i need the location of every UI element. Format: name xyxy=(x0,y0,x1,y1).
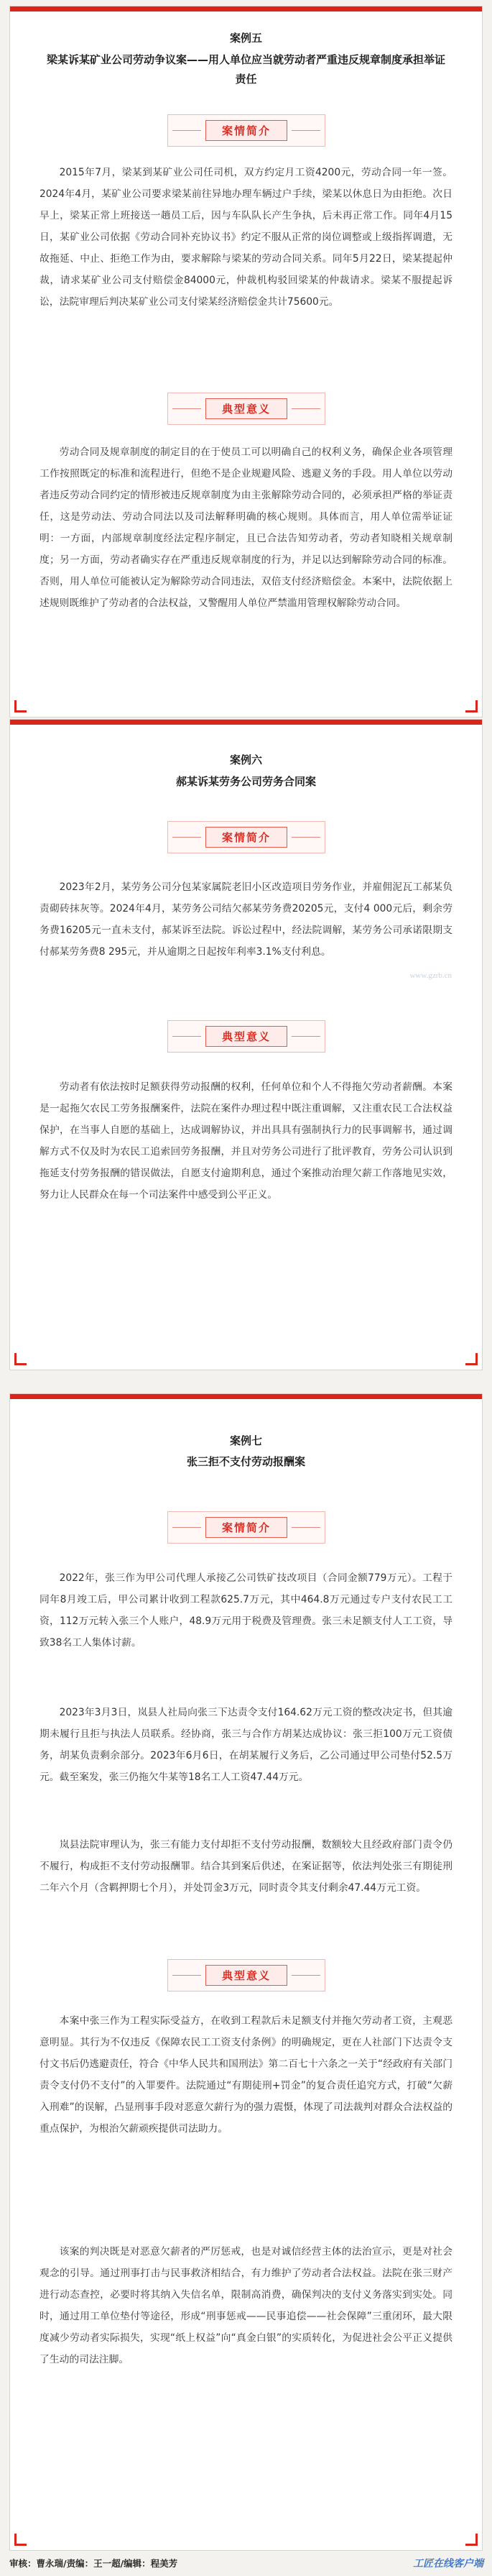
label-decor-line xyxy=(292,130,320,131)
section-label-case-summary xyxy=(167,1511,325,1544)
card-top-bar xyxy=(10,6,482,12)
corner-decoration xyxy=(14,700,27,712)
case-title: 郝某诉某劳务公司劳务合同案 xyxy=(175,775,316,788)
case-paragraph: 劳动者有依法按时足额获得劳动报酬的权利，任何单位和个人不得拖欠劳动者薪酬。本案是一起拖欠农民工劳务报酬案件，法院在案件办理过程中既注重调解，又注重农民工合法权益保护，在当事人自愿的基础上，达成调解协议，并出具具有强制执行力的民事调解书，通过调解方式不仅及时为农民工追索回劳务报酬，并且对劳务公司进行了批评教育，劳务公司认识到拖延支付劳务报酬的错误做法，自愿支付逾期利息，通过个案推动治理欠薪工作落地见实效，努力让人民群众在每一个司法案件中感受到公平正义。 xyxy=(40,1081,452,1201)
corner-decoration xyxy=(465,700,478,712)
section-label-significance xyxy=(167,1959,325,1991)
section-label-text: 典型意义 xyxy=(205,398,287,419)
label-decor-line xyxy=(292,837,320,838)
corner-decoration xyxy=(465,2534,478,2546)
card-top-bar xyxy=(10,720,482,725)
label-decor-line xyxy=(292,1527,320,1528)
section-label-text: 典型意义 xyxy=(205,1026,287,1047)
label-decor-line xyxy=(172,837,201,838)
section-label-text: 典型意义 xyxy=(205,1965,287,1986)
section-label-case-summary xyxy=(167,114,325,147)
label-decor-line xyxy=(172,130,201,131)
case-number: 案例七 xyxy=(229,1434,262,1447)
corner-decoration xyxy=(465,1353,478,1365)
label-decor-line xyxy=(172,1036,201,1037)
label-decor-line xyxy=(292,1036,320,1037)
case-title: 张三拒不支付劳动报酬案 xyxy=(186,1455,305,1468)
label-decor-line xyxy=(172,408,201,409)
corner-decoration xyxy=(14,2534,27,2546)
editor-credits: 审核：曹永瑞/责编：王一超/编辑：程美芳 xyxy=(9,2558,178,2569)
section-label-text: 案情简介 xyxy=(205,827,287,848)
card-top-bar xyxy=(10,1394,482,1399)
case-number: 案例五 xyxy=(229,32,262,45)
label-decor-line xyxy=(172,1975,201,1976)
app-logo: 工匠在线客户端 xyxy=(413,2558,483,2570)
case-paragraph: 2022年，张三作为甲公司代理人承接乙公司铁矿技改项目（合同金额779万元）。工程于同年8月竣工后，甲公司累计收到工程款625.7万元，其中464.8万元通过专户支付农民工工资，112万元转入张三个人账户，48.9万元用于税费及管理费。张三未足额支付人工工资，导致38名工人集体讨薪。 xyxy=(40,1572,452,1649)
section-label-text: 案情简介 xyxy=(205,120,287,141)
case-paragraph: 该案的判决既是对恶意欠薪者的严厉惩戒，也是对诚信经营主体的法治宣示，更是对社会观念的引导。通过刑事打击与民事救济相结合，有力维护了劳动者合法权益。法院在张三财产进行动态查控，必要时将其纳入失信名单，限制高消费，确保判决的支付义务落实到实处。同时，通过用工单位垫付等途径，形成“刑事惩戒——民事追偿——社会保障”三重闭环，最大限度减少劳动者实际损失，实现“纸上权益”向“真金白银”的实质转化，为促进社会公平正义提供了生动的司法注脚。 xyxy=(40,2246,452,2365)
case-number: 案例六 xyxy=(229,753,262,766)
section-label-significance xyxy=(167,393,325,425)
section-label-case-summary xyxy=(167,821,325,853)
section-label-text: 案情简介 xyxy=(205,1517,287,1538)
case-paragraph: 2023年3月3日，岚县人社局向张三下达责令支付164.62万元工资的整改决定书，但其逾期未履行且拒与执法人员联系。经协商，张三与合作方胡某达成协议：张三拒100万元工资债务，胡某负责剩余部分。2023年6月6日，在胡某履行义务后，乙公司通过甲公司垫付52.5万元。截至案发，张三仍拖欠牛某等18名工人工资47.44万元。 xyxy=(40,1707,452,1783)
section-label-significance xyxy=(167,1020,325,1053)
case-paragraph: 岚县法院审理认为，张三有能力支付却拒不支付劳动报酬，数额较大且经政府部门责令仍不履行，构成拒不支付劳动报酬罪。结合其到案后供述，在案证据等，依法判处张三有期徒刑二年六个月（含羁押期七个月），并处罚金3万元，同时责令其支付剩余47.44万元工资。 xyxy=(40,1839,452,1894)
case-card-5 xyxy=(9,6,483,718)
corner-decoration xyxy=(14,1353,27,1365)
case-paragraph: 2015年7月，梁某到某矿业公司任司机，双方约定月工资4200元，劳动合同一年一签。2024年4月，某矿业公司要求梁某前往异地办理车辆过户手续，梁某以休息日为由拒绝。次日早上，梁某正常上班接送一趟员工后，因与车队队长产生争执，后未再正常工作。同年4月15日，某矿业公司依据《劳动合同补充协议书》约定不服从正常的岗位调整或上级指挥调遣，无故拖延、中止、拒绝工作为由，要求解除与梁某的劳动合同关系。同年5月22日，梁某提起仲裁，请求某矿业公司支付赔偿金84000元，仲裁机构驳回梁某的仲裁请求。梁某不服提起诉讼，法院审理后判决某矿业公司支付梁某经济赔偿金共计75600元。 xyxy=(40,167,452,308)
case-title: 梁某诉某矿业公司劳动争议案——用人单位应当就劳动者严重违反规章制度承担举证责任 xyxy=(46,53,445,86)
case-card-6 xyxy=(9,719,483,1370)
page-footer xyxy=(0,2551,492,2576)
case-paragraph: 本案中张三作为工程实际受益方，在收到工程款后未足额支付并拖欠劳动者工资，主观恶意明显。其行为不仅违反《保障农民工工资支付条例》的明确规定，更在人社部门下达责令支付文书后仍逃避责任，符合《中华人民共和国刑法》第二百七十六条之一关于“经政府有关部门责令支付仍不支付”的入罪要件。法院通过“有期徒刑+罚金”的复合责任追究方式，打破“欠薪入刑难”的误解，凸显刑事手段对恶意欠薪行为的强力震慑，体现了司法裁判对群众合法权益的重点保护，为根治欠薪顽疾提供司法助力。 xyxy=(40,2015,452,2135)
label-decor-line xyxy=(172,1527,201,1528)
case-card-7 xyxy=(9,1393,483,2551)
watermark: www.gzrb.cn xyxy=(409,971,452,980)
case-paragraph: 劳动合同及规章制度的制定目的在于使员工可以明确自己的权利义务，确保企业各项管理工作按照既定的标准和流程进行，但绝不是企业规避风险、逃避义务的手段。用人单位以劳动者违反劳动合同约定的情形被违反规章制度为由主张解除劳动合同的，必须承担严格的举证责任，这是劳动法、劳动合同法以及司法解释明确的核心规则。具体而言，用人单位需举证证明：一方面，内部规章制度经法定程序制定，且已合法告知劳动者，劳动者知晓相关规章制度；另一方面，劳动者确实存在严重违反规章制度的行为，并足以达到解除劳动合同的标准。否则，用人单位可能被认定为解除劳动合同违法，双倍支付经济赔偿金。本案中，法院依据上述规则既维护了劳动者的合法权益，又警醒用人单位严禁滥用管理权解除劳动合同。 xyxy=(40,446,452,609)
case-paragraph: 2023年2月，某劳务公司分包某家属院老旧小区改造项目劳务作业，并雇佣泥瓦工郝某负责砌砖抹灰等。2024年4月，某劳务公司结欠郝某劳务费20205元，支付4 000元后，剩余劳务费16205元一直未支付，郝某诉至法院。诉讼过程中，经法院调解，某劳务公司承诺限期支付郝某劳务费8 295元，并从逾期之日起按年利率3.1%支付利息。 xyxy=(40,881,452,958)
label-decor-line xyxy=(292,1975,320,1976)
label-decor-line xyxy=(292,408,320,409)
